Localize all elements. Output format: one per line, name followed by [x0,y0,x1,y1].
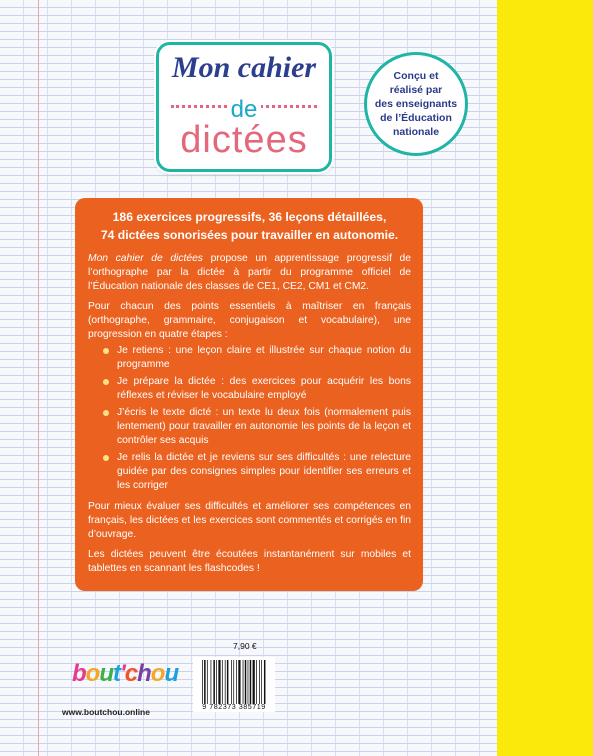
intro-book-title: Mon cahier de dictées [88,253,203,264]
barcode-bar [238,660,240,704]
bullet-icon [103,410,109,416]
intro-paragraph [88,252,411,294]
badge-text [375,69,457,139]
title-box [156,42,332,172]
steps-intro: Pour chacun des points essentiels à maîtriser en français (orthographe, grammaire, conjugaison et vocabulaire), une progression en quatre étapes : [88,301,411,340]
barcode-bar [225,660,226,704]
title-mon-cahier: Mon cahier [171,51,317,84]
title-de-text: de [227,96,262,123]
audio-paragraph: Les dictées peuvent être écoutées instantanément sur mobiles et tablettes en scannant les flashcodes ! [88,549,411,574]
yellow-spine-band [497,0,593,756]
step-item [103,406,411,448]
price: 7,90 € [233,641,257,651]
barcode-bar [264,660,266,704]
isbn-number: 9 782373 385719 [202,702,266,711]
barcode-bar [256,660,257,704]
badge-line: nationale [392,126,440,138]
step-item [103,451,411,493]
barcode [193,657,275,712]
barcode-bar [213,660,215,704]
intro-text: propose un apprentissage progressif de l’orthographe par la dictée à partir du programme officiel de l’Éducation nationale des classes de CE1, CE2, CM1 et CM2. [88,253,411,292]
barcode-bar [250,660,252,704]
barcode-bar [231,660,232,704]
barcode-bar [259,660,260,704]
barcode-bar [227,660,229,704]
step-text: Je retiens : une leçon claire et illustrée sur chaque notion du programme [117,345,411,370]
barcode-bar [202,660,203,704]
headline [88,208,411,244]
steps-list [88,344,411,493]
badge-line: Conçu et [393,70,439,82]
barcode-bar [204,660,206,704]
barcode-bar [245,660,247,704]
headline-line: 186 exercices progressifs, 36 leçons détaillées, [112,210,387,224]
title-dictees: dictées [180,119,308,161]
description-panel [75,198,423,591]
teacher-badge [364,52,468,156]
barcode-bar [236,660,237,704]
barcode-bar [218,660,220,704]
barcode-bar [243,660,244,704]
step-item [103,344,411,372]
badge-line: de l’Éducation [380,112,452,124]
headline-line: 74 dictées sonorisées pour travailler en autonomie. [100,228,399,242]
barcode-bar [211,660,212,704]
barcode-bars [202,660,268,704]
badge-line: des enseignants [374,98,458,110]
step-text: Je relis la dictée et je reviens sur ses difficultés : une relecture guidée par des consignes simples pour identifier ses erreurs et les corriger [117,452,411,491]
barcode-bar [261,660,262,704]
step-text: J’écris le texte dicté : un texte lu deux fois (normalement puis lentement) pour travailler en autonomie les points de la leçon et contrôler ses acquis [117,407,411,446]
publisher-logo [72,660,179,696]
barcode-bar [222,660,223,704]
step-item [103,375,411,403]
logo-wordmark: bout'chou [72,660,179,687]
bullet-icon [103,455,109,461]
barcode-bar [207,660,208,704]
website-link[interactable]: www.boutchou.online [62,707,150,717]
evaluation-paragraph: Pour mieux évaluer ses difficultés et améliorer ses compétences en français, les dictées et les exercices sont commentés et corrigés en fin d’ouvrage. [88,501,411,540]
bullet-icon [103,348,109,354]
barcode-bar [233,660,234,704]
barcode-bar [216,660,217,704]
badge-line: réalisé par [389,84,443,96]
bullet-icon [103,379,109,385]
barcode-bar [248,660,249,704]
step-text: Je prépare la dictée : des exercices pour acquérir les bons réflexes et réviser le vocabulaire employé [117,376,411,401]
barcode-bar [253,660,255,704]
